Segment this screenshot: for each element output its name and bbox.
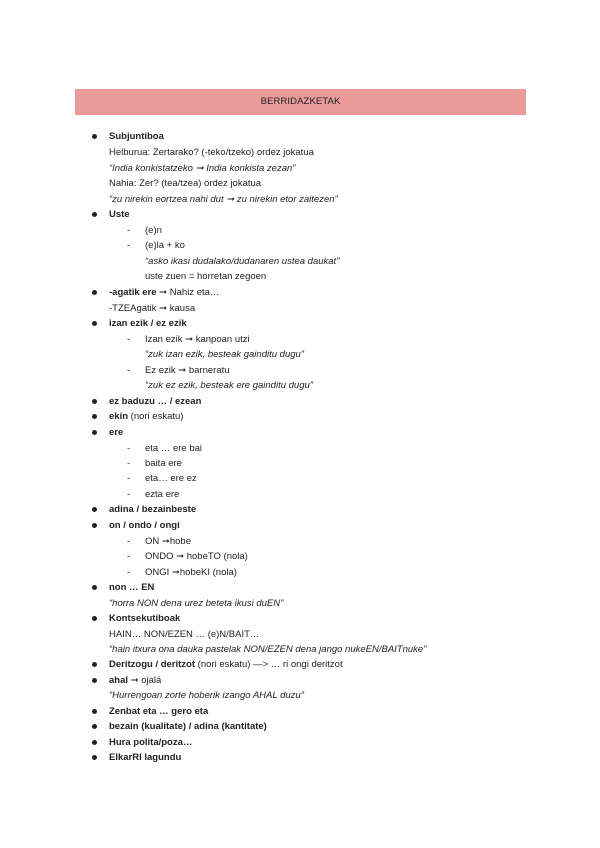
item-subjuntiboa-title: Subjuntiboa [109, 131, 164, 142]
item-on-sub: ON ➞hobe [145, 536, 191, 547]
bullet-dot [92, 399, 97, 404]
bullet-dot [92, 616, 97, 621]
item-ere-sub: eta … ere bai [145, 443, 203, 454]
item-ahal-title: ahal [109, 675, 129, 686]
item-agatik-line: -TZEAgatik ➞ kausa [109, 303, 196, 314]
dash-marker: - [127, 240, 131, 251]
dash-marker: - [127, 225, 131, 236]
item-deritzogu-title: Deritzogu / deritzot [109, 659, 196, 670]
item-deritzogu-rest: (nori eskatu) —> … ri ongi deritzot [195, 659, 343, 670]
item-ere-sub: eta… ere ez [145, 473, 197, 484]
dash-marker: - [127, 536, 131, 547]
bullet-dot [92, 523, 97, 528]
item-izan-ezik-sub1: Izan ezik ➞ kanpoan utzi [145, 334, 250, 345]
item-uste-sub1: (e)n [145, 225, 162, 236]
dash-marker: - [127, 567, 131, 578]
bullet-dot [92, 507, 97, 512]
dash-marker: - [127, 334, 131, 345]
item-kontsekutiboak-line: HAIN… NON/EZEN … (e)N/BAIT… [109, 629, 260, 640]
item-subjuntiboa-line1: Helburua: Zertarako? (-teko/tzeko) ordez jokatua [109, 147, 314, 158]
dash-marker: - [127, 458, 131, 469]
item-ekin-title: ekin [109, 411, 129, 422]
item-uste-sub2: (e)la + ko [145, 240, 185, 251]
item-izan-ezik-title: izan ezik / ez ezik [109, 318, 187, 329]
item-agatik-row [109, 286, 219, 299]
item-izan-ezik-example1: “zuk izan ezik, besteak gainditu dugu” [145, 349, 304, 360]
item-subjuntiboa-line2: Nahia: Zer? (tea/tzea) ordez jokatua [109, 178, 262, 189]
item-on-sub: ONDO ➞ hobeTO (nola) [145, 551, 248, 562]
bullet-dot [92, 212, 97, 217]
item-subjuntiboa-example2: “zu nirekin eortzea nahi dut ➞ zu nirekin etor zaitezen” [109, 194, 338, 205]
item-uste-title: Uste [109, 209, 130, 220]
page-title: BERRIDAZKETAK [260, 96, 341, 107]
item-uste-note: uste zuen = horretan zegoen [145, 271, 267, 282]
item-ahal-rest: ➞ ojalá [128, 675, 162, 686]
dash-marker: - [127, 551, 131, 562]
item-deritzogu-row [109, 658, 343, 671]
bullet-dot [92, 430, 97, 435]
item-non-en-example: “horra NON dena urez beteta ikusi duEN” [109, 598, 284, 609]
item-kontsekutiboak-title: Kontsekutiboak [109, 613, 181, 624]
item-subjuntiboa-example1: “India konkistatzeko ➞ India konkista zezan” [109, 163, 296, 174]
item-ez-baduzu-title: ez baduzu … / ezean [109, 396, 202, 407]
bullet-dot [92, 585, 97, 590]
item-uste-example: “asko ikasi dudalako/dudanaren ustea daukat” [145, 256, 340, 267]
page-title-banner [75, 89, 526, 115]
item-agatik-rest: ➞ Nahiz eta… [156, 287, 220, 298]
bullet-dot [92, 414, 97, 419]
item-adina-title: adina / bezainbeste [109, 504, 197, 515]
bullet-dot [92, 290, 97, 295]
item-zenbat-title: Zenbat eta … gero eta [109, 706, 209, 717]
item-ahal-example: “Hurrengoan zorte hoberik izango AHAL duzu” [109, 690, 304, 701]
item-non-en-title: non … EN [109, 582, 155, 593]
bullet-dot [92, 321, 97, 326]
bullet-dot [92, 662, 97, 667]
item-kontsekutiboak-example: “hain itxura ona dauka pastelak NON/EZEN dena jango nukeEN/BAITnuke” [109, 644, 427, 655]
bullet-dot [92, 678, 97, 683]
item-ekin-row [109, 410, 183, 423]
item-hura-title: Hura polita/poza… [109, 737, 193, 748]
item-izan-ezik-example2: “zuk ez ezik, besteak ere gainditu dugu” [145, 380, 313, 391]
item-ahal-row [109, 674, 161, 687]
bullet-dot [92, 724, 97, 729]
dash-marker: - [127, 365, 131, 376]
item-ere-sub: baita ere [145, 458, 182, 469]
bullet-dot [92, 134, 97, 139]
item-ere-sub: ezta ere [145, 489, 180, 500]
dash-marker: - [127, 443, 131, 454]
item-on-sub: ONGI ➞hobeKI (nola) [145, 567, 237, 578]
dash-marker: - [127, 473, 131, 484]
bullet-dot [92, 740, 97, 745]
item-elkarri-title: ElkarRI lagundu [109, 752, 182, 763]
item-izan-ezik-sub2: Ez ezik ➞ barneratu [145, 365, 230, 376]
item-ere-title: ere [109, 427, 124, 438]
item-agatik-title: -agatik ere [109, 287, 157, 298]
item-on-title: on / ondo / ongi [109, 520, 180, 531]
dash-marker: - [127, 489, 131, 500]
bullet-dot [92, 755, 97, 760]
item-ekin-rest: (nori eskatu) [128, 411, 184, 422]
bullet-dot [92, 709, 97, 714]
item-bezain-title: bezain (kualitate) / adina (kantitate) [109, 721, 267, 732]
